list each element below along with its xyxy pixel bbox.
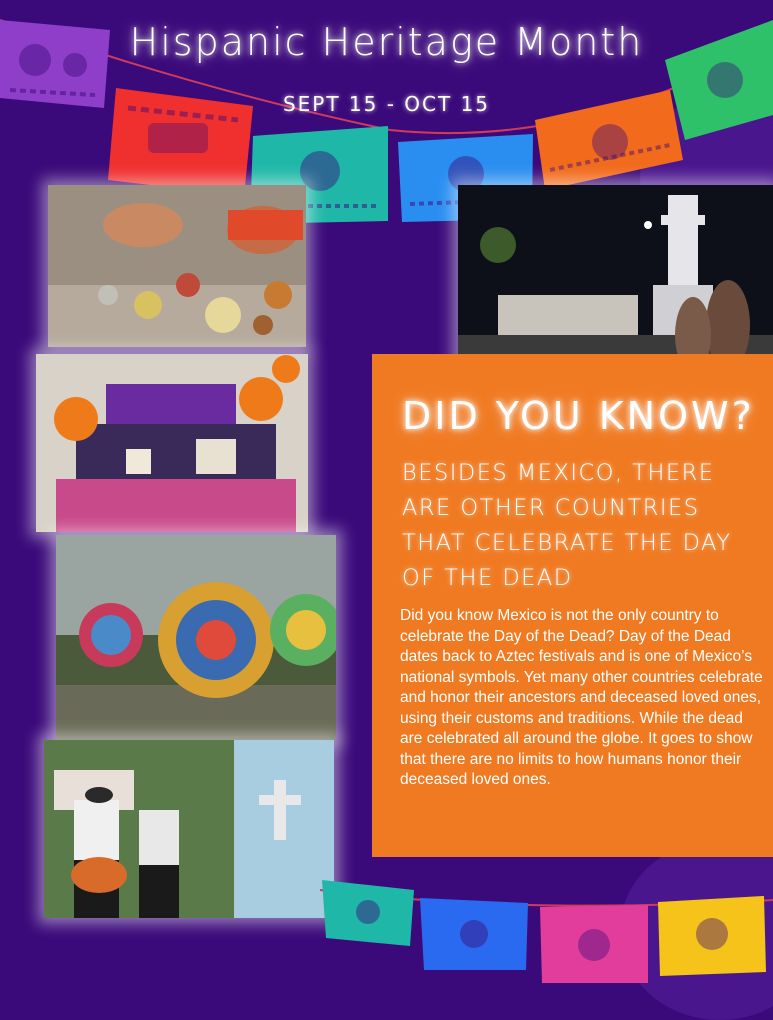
info-headline: DID YOU KNOW? [402, 394, 755, 438]
page-title: Hispanic Heritage Month [129, 20, 644, 64]
photo-altar [36, 354, 308, 532]
info-box [372, 354, 773, 857]
papel-picado-blue-bottom [420, 898, 530, 973]
papel-picado-yellow-bottom [658, 896, 768, 976]
info-body: Did you know Mexico is not the only country to celebrate the Day of the Dead? Day of the Dead dates back to Aztec festivals and is one of Mexico’s national symbols. Yet many other countries celebrate and honor their ancestors and deceased loved ones, using their customs and traditions. While the dead are celebrated all around the globe. It goes to show that there are no limits to how humans honor their deceased loved ones. [400, 607, 763, 788]
photo-ritual-offering [48, 185, 306, 347]
page-dates: SEPT 15 - OCT 15 [282, 92, 491, 116]
photo-kite-festival [56, 535, 336, 740]
photo-musicians [44, 740, 334, 918]
papel-picado-teal-bottom [322, 880, 417, 948]
papel-picado-magenta-bottom [540, 905, 650, 985]
info-subheadline: BESIDES MEXICO, THERE ARE OTHER COUNTRIES THAT CELEBRATE THE DAY OF THE DEAD [402, 460, 732, 591]
